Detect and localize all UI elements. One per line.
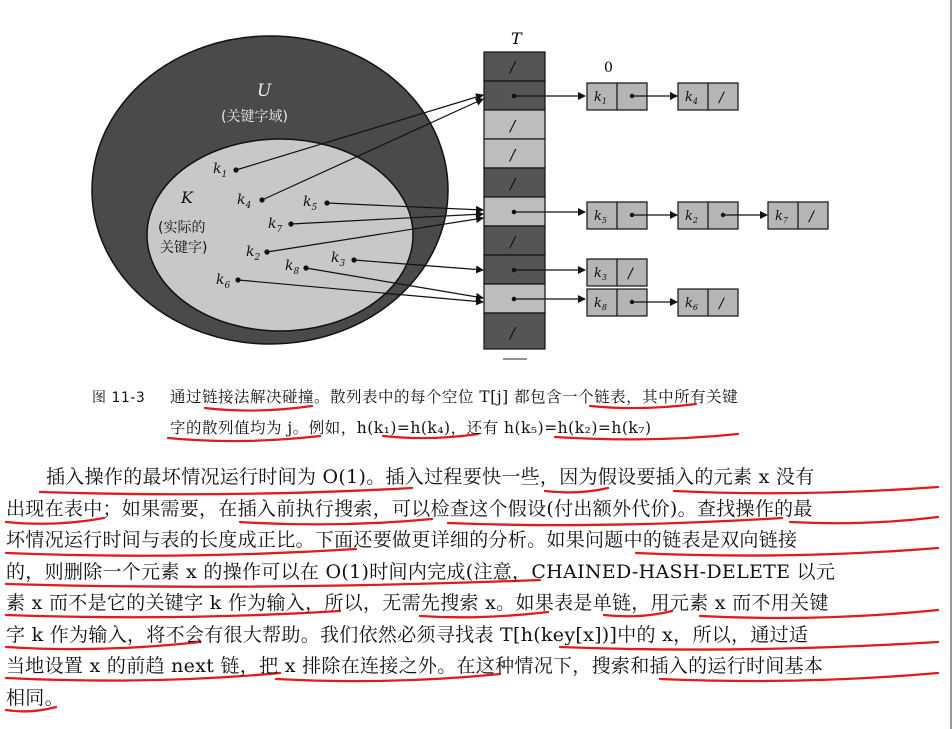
body-line-7: 当地设置 x 的前趋 next 链，把 x 排除在连接之外。在这种情况下，搜索和插入的运行时间基本 [6, 655, 824, 677]
universe-label: U [257, 81, 272, 101]
key-label-k6: $k_6$ [216, 272, 231, 291]
body-line-2: 出现在表中；如果需要，在插入前执行搜索，可以检查这个假设(付出额外代价)。查找操作的最 [6, 497, 813, 520]
key-label-k5: $k_5$ [303, 194, 318, 213]
figure-caption [92, 382, 872, 443]
table-label: T [511, 29, 522, 48]
node-k4-label: $k_4$ [685, 90, 698, 106]
body-line-8: 相同。 [6, 686, 64, 709]
key-label-k3: $k_3$ [331, 250, 346, 269]
body-line-5: 素 x 而不是它的关键字 k 作为输入，所以，无需先搜索 x。如果表是单链，用元素 x 而不用关键 [6, 592, 829, 614]
key-label-k4: $k_4$ [237, 192, 252, 211]
pointer-dot-5 [512, 210, 517, 215]
node-k6-nil: / [719, 296, 724, 312]
body-line-6: 字 k 作为输入，将不会有很大帮助。我们依然必须寻找表 T[h(key[x])]中的 x，所以，通过适 [6, 623, 809, 646]
node-k3-label: $k_3$ [594, 266, 607, 282]
node-k1-label: $k_1$ [594, 90, 607, 106]
body-line-4: 的，则删除一个元素 x 的操作可以在 O(1)时间内完成(注意，CHAINED-HASH-DELETE 以元 [6, 560, 836, 583]
caption-line-2: 字的散列值均为 j。例如，h(k₁)=h(k₄)，还有 h(k₅)=h(k₂)=h(k₇) [170, 419, 652, 437]
actual-keys-label: K [181, 188, 193, 207]
slot-2-nil: / [510, 117, 516, 135]
node-k5-label: $k_5$ [594, 209, 607, 225]
node-k8-label: $k_8$ [594, 296, 607, 312]
node-k7-nil: / [809, 209, 814, 225]
body-line-1: 插入操作的最坏情况运行时间为 O(1)。插入过程要快一些，因为假设要插入的元素 x 没有 [46, 466, 815, 488]
node-k6-label: $k_6$ [685, 296, 698, 312]
slot-4-nil: / [510, 175, 516, 193]
pointer-dot-1 [512, 94, 517, 99]
key-label-k7: $k_7$ [268, 216, 283, 235]
slot-9-nil: / [510, 324, 516, 342]
slot-3-nil: / [510, 146, 516, 164]
pointer-dot-8 [512, 297, 517, 302]
body-line-3: 坏情况运行时间与表的长度成正比。下面还要做更详细的分析。如果问题中的链表是双向链接 [6, 529, 798, 551]
key-label-k1: $k_1$ [213, 161, 228, 180]
slot-6-nil: / [510, 233, 516, 251]
slot-zero-label: 0 [604, 60, 613, 76]
body-text [6, 462, 940, 714]
actual-keys-sub2: 关键字) [160, 240, 208, 256]
node-k4-nil: / [719, 90, 724, 106]
node-k7-label: $k_7$ [775, 209, 788, 225]
caption-line-1: 通过链接法解决碰撞。散列表中的每个空位 T[j] 都包含一个链表，其中所有关键 [170, 388, 739, 406]
figure-number: 图 11-3 [92, 390, 146, 406]
key-label-k8: $k_8$ [285, 258, 300, 277]
actual-keys-sub1: (实际的 [158, 220, 206, 236]
node-k2-label: $k_2$ [685, 209, 698, 225]
pointer-dot-7 [512, 268, 517, 273]
key-label-k2: $k_2$ [246, 244, 261, 263]
slot-0-nil: / [510, 58, 516, 76]
node-k3-nil: / [628, 266, 633, 282]
universe-sub-label: (关键字域) [221, 109, 288, 125]
